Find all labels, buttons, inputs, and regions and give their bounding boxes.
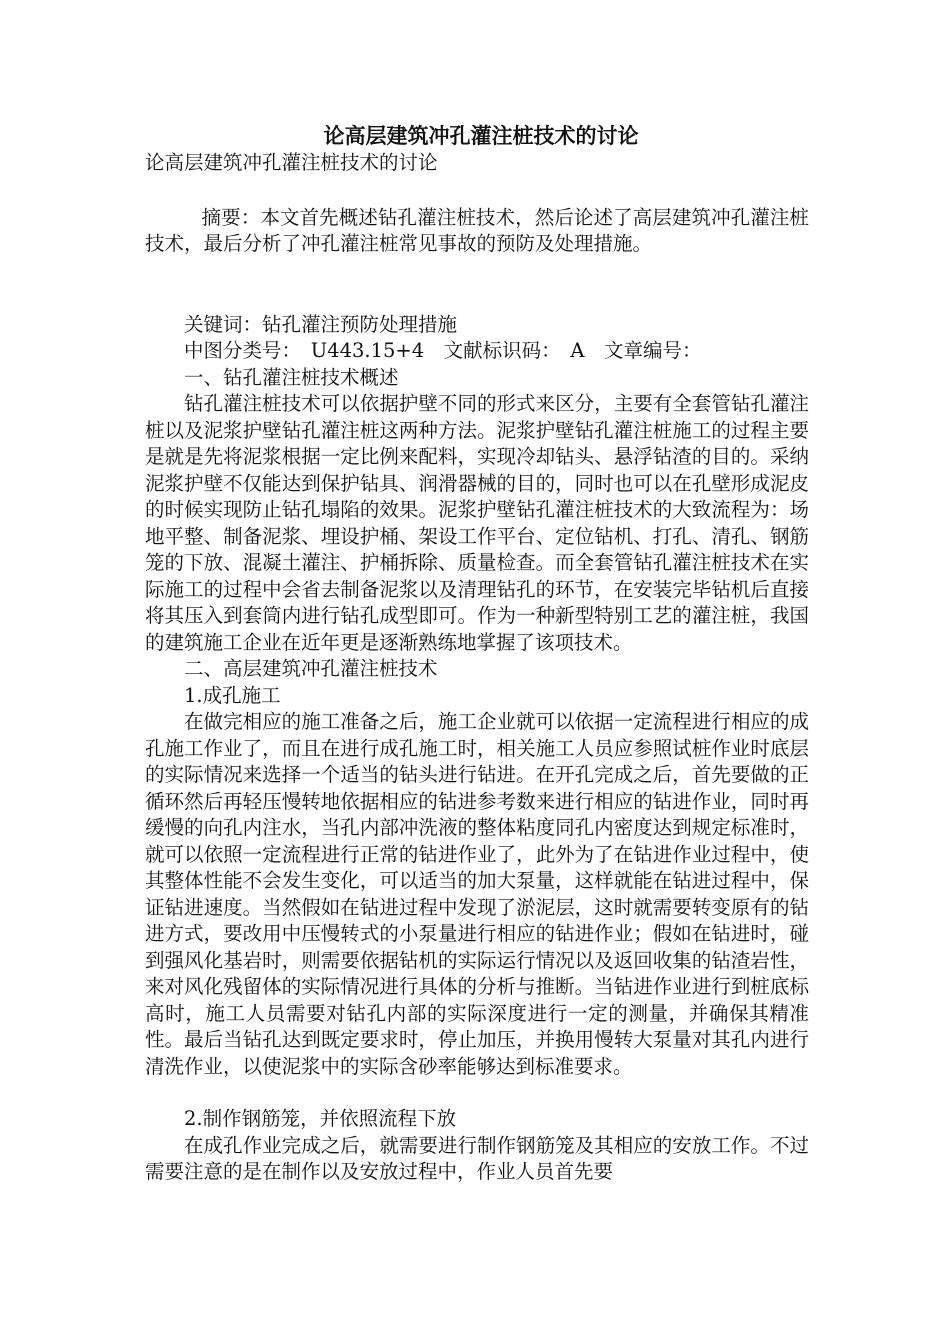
classification-line: 中图分类号： U443.15+4 文献标识码： A 文章编号： [184, 339, 702, 362]
body-paragraph: 钻孔灌注桩技术可以依据护壁不同的形式来区分，主要有全套管钻孔灌注桩以及泥浆护壁钻孔灌注桩这两种方法。泥浆护壁钻孔灌注桩施工的过程主要是就是先将泥浆根据一定比例来配料，实现冷却钻头、悬浮钻渣的目的。采纳泥浆护壁不仅能达到保护钻具、润滑器械的目的，同时也可以在孔壁形成泥皮的时候实现防止钻孔塌陷的效果。泥浆护壁钻孔灌注桩技术的大致流程为：场地平整、制备泥浆、埋设护桶、架设工作平台、定位钻机、打孔、清孔、钢筋笼的下放、混凝土灌注、护桶拆除、质量检查。而全套管钻孔灌注桩技术在实际施工的过程中会省去制备泥浆以及清理钻孔的环节，在安装完毕钻机后直接将其压入到套筒内进行钻孔成型即可。作为一种新型特别工艺的灌注桩，我国的建筑施工企业在近年更是逐渐熟练地掌握了该项技术。 [145, 392, 809, 654]
keywords-line: 关键词：钻孔灌注预防处理措施 [184, 312, 458, 336]
spacer [145, 1080, 809, 1106]
document-title: 论高层建筑冲孔灌注桩技术的讨论 [323, 123, 639, 148]
document-subtitle: 论高层建筑冲孔灌注桩技术的讨论 [145, 151, 438, 174]
subsection-heading: 1.成孔施工 [184, 683, 281, 707]
section-heading: 二、高层建筑冲孔灌注桩技术 [184, 657, 438, 680]
spacer [145, 258, 809, 312]
body-paragraph: 在做完相应的施工准备之后，施工企业就可以依据一定流程进行相应的成孔施工作业了，而且在进行成孔施工时，相关施工人员应参照试桩作业时底层的实际情况来选择一个适当的钻头进行钻进。在开孔完成之后，首先要做的正循环然后再轻压慢转地依据相应的钻进参考数来进行相应的钻进作业，同时再缓慢的向孔内注水，当孔内部冲洗液的整体粘度同孔内密度达到规定标准时，就可以依照一定流程进行正常的钻进作业了，此外为了在钻进作业过程中，使其整体性能不会发生变化，可以适当的加大泵量，这样就能在钻进过程中，保证钻进速度。当然假如在钻进过程中发现了淤泥层，这时就需要转变原有的钻进方式，要改用中压慢转式的小泵量进行相应的钻进作业；假如在钻进时，碰到强风化基岩时，则需要依据钻机的实际运行情况以及返回收集的钻渣岩性，来对风化残留体的实际情况进行具体的分析与推断。当钻进作业进行到桩底标高时，施工人员需要对钻孔内部的实际深度进行一定的测量，并确保其精准性。最后当钻孔达到既定要求时，停止加压，并换用慢转大泵量对其孔内进行清洗作业，以使泥浆中的实际含砂率能够达到标准要求。 [145, 710, 809, 1078]
subsection-heading: 2.制作钢筋笼，并依照流程下放 [184, 1107, 457, 1130]
body-paragraph: 在成孔作业完成之后，就需要进行制作钢筋笼及其相应的安放工作。不过需要注意的是在制作以及安放过程中，作业人员首先要 [145, 1133, 809, 1183]
document-page [145, 122, 809, 1186]
section-heading: 一、钻孔灌注桩技术概述 [184, 365, 399, 389]
abstract-paragraph: 摘要：本文首先概述钻孔灌注桩技术，然后论述了高层建筑冲孔灌注桩技术，最后分析了冲孔灌注桩常见事故的预防及处理措施。 [145, 205, 809, 255]
spacer [145, 177, 809, 205]
